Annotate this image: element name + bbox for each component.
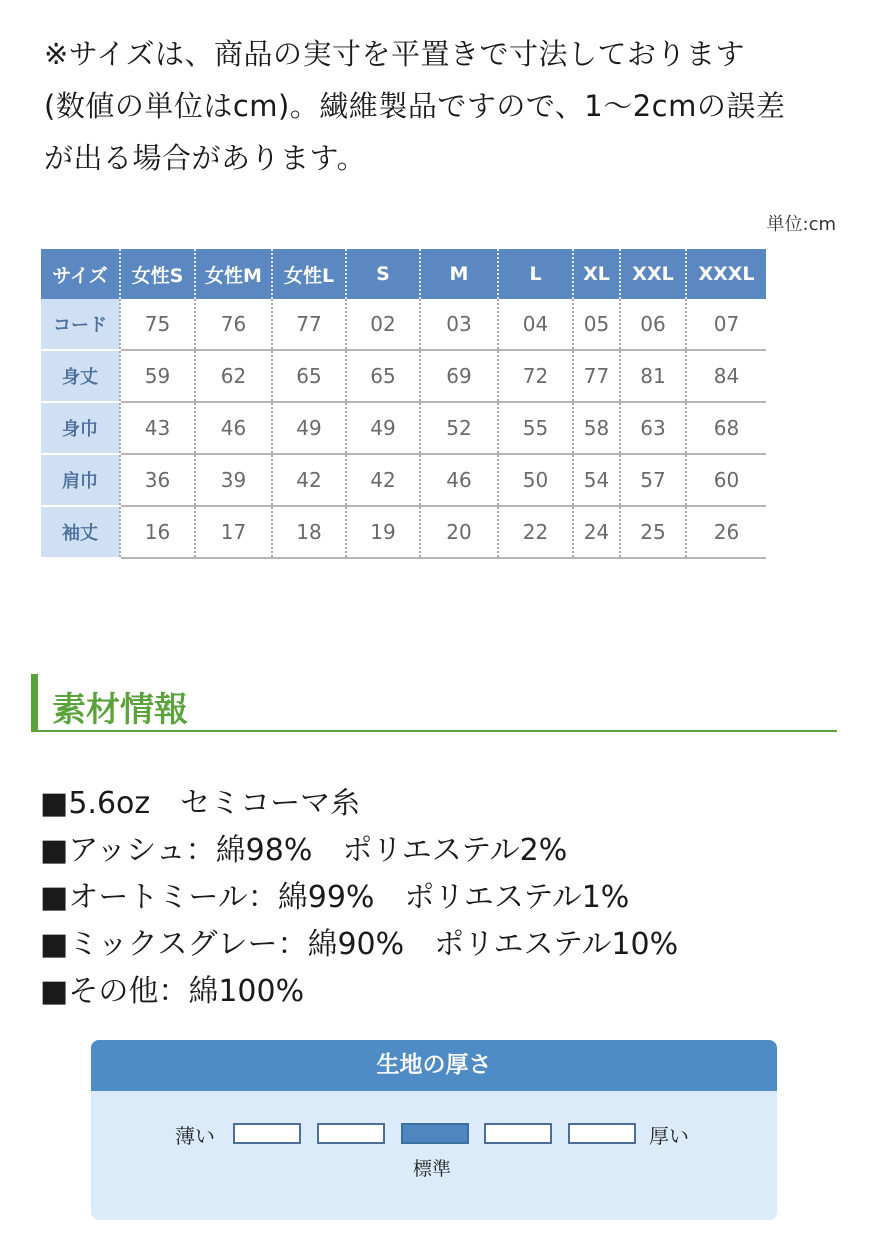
table-cell: 77 (272, 299, 346, 350)
size-table (41, 249, 766, 559)
column-header: サイズ (41, 249, 120, 299)
table-cell: 06 (620, 299, 686, 350)
thickness-title: 生地の厚さ (91, 1040, 777, 1091)
table-cell: 65 (346, 350, 420, 402)
material-list (40, 780, 678, 1015)
table-cell: 46 (195, 402, 272, 454)
table-row (41, 506, 766, 558)
column-header: M (420, 249, 498, 299)
note-line: (数値の単位はcm)。繊維製品ですので、1〜2cmの誤差 (44, 89, 786, 123)
table-cell: 42 (272, 454, 346, 506)
table-cell: 52 (420, 402, 498, 454)
table-cell: 22 (498, 506, 573, 558)
note-line: が出る場合があります。 (44, 141, 367, 175)
row-header: 肩巾 (41, 454, 120, 506)
thickness-level-box (568, 1123, 636, 1144)
table-cell: 72 (498, 350, 573, 402)
table-cell: 50 (498, 454, 573, 506)
column-header: XXXL (686, 249, 766, 299)
table-cell: 26 (686, 506, 766, 558)
table-cell: 76 (195, 299, 272, 350)
table-cell: 36 (120, 454, 195, 506)
material-section-heading (31, 674, 837, 732)
table-cell: 60 (686, 454, 766, 506)
table-cell: 17 (195, 506, 272, 558)
column-header: XXL (620, 249, 686, 299)
row-header: 身丈 (41, 350, 120, 402)
table-cell: 59 (120, 350, 195, 402)
table-cell: 69 (420, 350, 498, 402)
list-item: ■オートミール：綿99% ポリエステル1% (40, 880, 630, 915)
list-item: ■ミックスグレー：綿90% ポリエステル10% (40, 927, 679, 962)
column-header: XL (573, 249, 620, 299)
table-cell: 39 (195, 454, 272, 506)
column-header: 女性L (272, 249, 346, 299)
size-note (44, 28, 844, 184)
table-cell: 49 (272, 402, 346, 454)
table-cell: 18 (272, 506, 346, 558)
table-cell: 19 (346, 506, 420, 558)
table-cell: 07 (686, 299, 766, 350)
table-cell: 54 (573, 454, 620, 506)
table-cell: 25 (620, 506, 686, 558)
table-row (41, 454, 766, 506)
table-cell: 65 (272, 350, 346, 402)
row-header: 身巾 (41, 402, 120, 454)
thickness-level-box (233, 1123, 301, 1144)
table-cell: 24 (573, 506, 620, 558)
note-line: ※サイズは、商品の実寸を平置きで寸法しております (44, 37, 745, 71)
thickness-level-box (484, 1123, 552, 1144)
table-row (41, 402, 766, 454)
table-cell: 42 (346, 454, 420, 506)
table-cell: 46 (420, 454, 498, 506)
thick-label: 厚い (649, 1124, 689, 1148)
table-cell: 05 (573, 299, 620, 350)
table-row (41, 299, 766, 350)
size-table-header-row (41, 249, 766, 299)
table-cell: 75 (120, 299, 195, 350)
unit-label: 単位:cm (766, 214, 836, 235)
table-cell: 77 (573, 350, 620, 402)
table-cell: 57 (620, 454, 686, 506)
row-header: 袖丈 (41, 506, 120, 558)
table-cell: 58 (573, 402, 620, 454)
table-cell: 02 (346, 299, 420, 350)
table-cell: 84 (686, 350, 766, 402)
column-header: 女性M (195, 249, 272, 299)
table-cell: 03 (420, 299, 498, 350)
table-cell: 63 (620, 402, 686, 454)
table-cell: 81 (620, 350, 686, 402)
row-header: コード (41, 299, 120, 350)
standard-label: 標準 (413, 1158, 452, 1180)
list-item: ■アッシュ：綿98% ポリエステル2% (40, 833, 568, 868)
table-cell: 16 (120, 506, 195, 558)
list-item: ■5.6oz セミコーマ糸 (40, 786, 361, 821)
table-cell: 62 (195, 350, 272, 402)
column-header: L (498, 249, 573, 299)
table-cell: 20 (420, 506, 498, 558)
fabric-thickness-panel (91, 1040, 777, 1220)
table-cell: 04 (498, 299, 573, 350)
table-cell: 55 (498, 402, 573, 454)
thin-label: 薄い (175, 1124, 215, 1148)
table-cell: 49 (346, 402, 420, 454)
table-row (41, 350, 766, 402)
thickness-level-box-selected (401, 1123, 469, 1144)
table-cell: 43 (120, 402, 195, 454)
column-header: S (346, 249, 420, 299)
list-item: ■その他：綿100% (40, 974, 305, 1009)
thickness-level-box (317, 1123, 385, 1144)
table-cell: 68 (686, 402, 766, 454)
column-header: 女性S (120, 249, 195, 299)
section-title: 素材情報 (52, 690, 188, 730)
